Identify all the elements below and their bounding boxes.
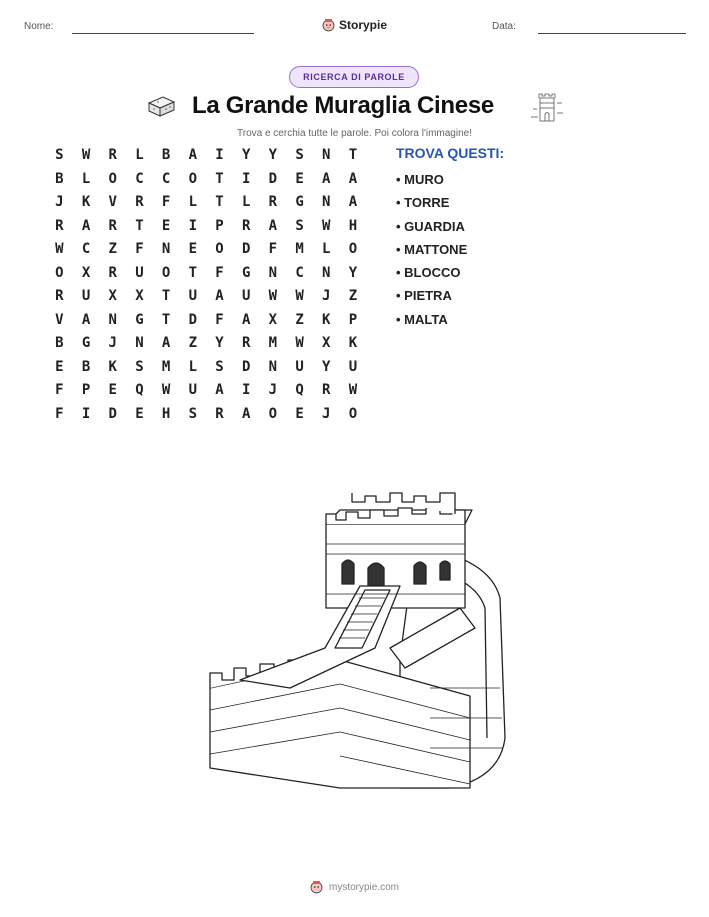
word-item: • MURO (396, 172, 444, 187)
grid-letter[interactable]: Z (295, 311, 304, 328)
footer-pig-icon (310, 880, 323, 894)
word-item: • BLOCCO (396, 265, 461, 281)
grid-letter[interactable]: F (215, 311, 224, 328)
grid-letter[interactable]: E (55, 358, 64, 375)
grid-letter[interactable]: I (81, 405, 91, 422)
grid-letter[interactable]: K (348, 335, 358, 351)
grid-letter[interactable]: R (108, 147, 117, 163)
grid-letter[interactable]: T (161, 288, 171, 304)
grid-letter[interactable]: A (215, 288, 224, 304)
grid-letter[interactable]: W (295, 288, 304, 304)
grid-letter[interactable]: T (348, 147, 358, 163)
grid-letter[interactable]: E (135, 405, 144, 422)
brand (322, 18, 387, 32)
grid-letter[interactable]: O (348, 405, 358, 422)
grid-letter[interactable]: I (215, 147, 224, 163)
grid-letter[interactable]: N (268, 358, 278, 375)
grid-letter[interactable]: W (322, 217, 331, 234)
word-item: • MALTA (396, 311, 448, 327)
grid-letter[interactable]: E (295, 405, 304, 422)
grid-letter[interactable]: G (295, 194, 304, 210)
grid-letter[interactable]: R (55, 288, 64, 304)
grid-letter[interactable]: V (108, 194, 117, 210)
grid-letter[interactable]: Y (348, 264, 358, 281)
grid-letter[interactable]: L (81, 170, 91, 187)
grid-letter[interactable]: S (188, 405, 197, 422)
grid-letter[interactable]: Z (108, 241, 117, 257)
grid-letter[interactable]: R (135, 194, 144, 210)
grid-row (46, 144, 368, 168)
grid-letter[interactable]: L (188, 194, 197, 210)
grid-letter[interactable]: J (322, 405, 331, 422)
header (0, 18, 709, 38)
grid-letter[interactable]: D (188, 311, 197, 328)
grid-letter[interactable]: F (268, 241, 278, 257)
grid-row (46, 168, 368, 192)
grid-letter[interactable]: A (241, 405, 251, 422)
great-wall-illustration (200, 488, 510, 808)
grid-letter[interactable]: W (161, 382, 171, 398)
grid-letter[interactable]: P (81, 382, 91, 398)
grid-letter[interactable]: M (295, 241, 304, 257)
grid-letter[interactable]: F (55, 405, 64, 422)
grid-letter[interactable]: A (215, 382, 224, 398)
grid-letter[interactable]: F (55, 382, 64, 398)
grid-letter[interactable]: I (241, 382, 251, 398)
grid-letter[interactable]: E (161, 217, 171, 234)
page-title: La Grande Muraglia Cinese (192, 92, 494, 119)
grid-letter[interactable]: Q (295, 382, 304, 398)
grid-letter[interactable]: O (161, 264, 171, 281)
grid-letter[interactable]: N (322, 194, 331, 210)
pig-mascot-icon (322, 18, 335, 32)
grid-letter[interactable]: O (348, 241, 358, 257)
word-item: • PIETRA (396, 288, 452, 304)
grid-letter[interactable]: C (295, 264, 304, 281)
grid-letter[interactable]: R (55, 217, 64, 234)
grid-letter[interactable]: G (135, 311, 144, 328)
grid-letter[interactable]: X (81, 264, 91, 281)
grid-letter[interactable]: N (268, 264, 278, 281)
grid-letter[interactable]: T (135, 217, 144, 234)
grid-letter[interactable]: U (241, 288, 251, 304)
grid-row (46, 285, 368, 309)
grid-letter[interactable]: C (135, 170, 144, 187)
grid-letter[interactable]: X (322, 335, 331, 351)
grid-letter[interactable]: H (348, 217, 358, 234)
grid-letter[interactable]: X (268, 311, 278, 328)
grid-letter[interactable]: N (322, 264, 331, 281)
grid-letter[interactable]: Z (348, 288, 358, 304)
grid-letter[interactable]: J (108, 335, 117, 351)
grid-letter[interactable]: N (108, 311, 117, 328)
date-line[interactable] (538, 33, 686, 34)
grid-letter[interactable]: G (241, 264, 251, 281)
grid-letter[interactable]: S (215, 358, 224, 375)
grid-letter[interactable]: W (268, 288, 278, 304)
grid-letter[interactable]: A (188, 147, 197, 163)
grid-letter[interactable]: O (55, 264, 64, 281)
grid-letter[interactable]: U (348, 358, 358, 375)
grid-letter[interactable]: K (81, 194, 91, 210)
grid-row (46, 403, 368, 427)
footer (0, 880, 709, 894)
grid-letter[interactable]: Y (215, 335, 224, 351)
grid-letter[interactable]: F (135, 241, 144, 257)
grid-letter[interactable]: U (81, 288, 91, 304)
grid-letter[interactable]: M (161, 358, 171, 375)
name-line[interactable] (72, 33, 254, 34)
brand-name: Storypie (339, 18, 388, 32)
grid-letter[interactable]: V (55, 311, 64, 328)
grid-letter[interactable]: F (161, 194, 171, 210)
grid-letter[interactable]: L (188, 358, 197, 375)
grid-row (46, 262, 368, 286)
grid-letter[interactable]: S (135, 358, 144, 375)
grid-letter[interactable]: W (295, 335, 304, 351)
word-item: • MATTONE (396, 241, 468, 257)
grid-letter[interactable]: C (161, 170, 171, 187)
grid-letter[interactable]: K (108, 358, 117, 375)
word-item: • TORRE (396, 195, 450, 211)
grid-letter[interactable]: L (135, 147, 144, 163)
grid-letter[interactable]: A (348, 194, 358, 210)
grid-letter[interactable]: B (161, 147, 171, 163)
grid-letter[interactable]: E (108, 382, 117, 398)
grid-letter[interactable]: M (268, 335, 278, 351)
grid-letter[interactable]: J (322, 288, 331, 304)
grid-letter[interactable]: W (55, 241, 64, 257)
grid-letter[interactable]: O (268, 405, 278, 422)
grid-letter[interactable]: N (322, 147, 331, 163)
grid-letter[interactable]: R (241, 335, 251, 351)
grid-row (46, 332, 368, 356)
grid-row (46, 215, 368, 239)
grid-letter[interactable]: A (348, 170, 358, 187)
grid-letter[interactable]: G (81, 335, 91, 351)
grid-letter[interactable]: X (108, 288, 117, 304)
grid-letter[interactable]: S (55, 147, 64, 163)
grid-letter[interactable]: R (108, 264, 117, 281)
grid-letter[interactable]: I (188, 217, 197, 234)
grid-letter[interactable]: T (161, 311, 171, 328)
word-search-grid[interactable] (46, 144, 368, 426)
grid-letter[interactable]: Y (268, 147, 278, 163)
tower-sketch-icon (529, 89, 565, 125)
grid-letter[interactable]: D (241, 241, 251, 257)
grid-letter[interactable]: J (268, 382, 278, 398)
grid-letter[interactable]: Y (322, 358, 331, 375)
grid-letter[interactable]: J (55, 194, 64, 210)
grid-letter[interactable]: N (161, 241, 171, 257)
grid-letter[interactable]: B (81, 358, 91, 375)
grid-letter[interactable]: N (135, 335, 144, 351)
grid-letter[interactable]: A (241, 311, 251, 328)
word-item: • GUARDIA (396, 218, 465, 234)
grid-letter[interactable]: T (215, 194, 224, 210)
name-label: Nome: (24, 21, 54, 32)
footer-url[interactable]: mystorypie.com (328, 881, 399, 893)
grid-letter[interactable]: U (295, 358, 304, 375)
grid-letter[interactable]: W (348, 382, 358, 398)
grid-letter[interactable]: R (241, 217, 251, 234)
grid-letter[interactable]: L (241, 194, 251, 210)
grid-letter[interactable]: R (322, 382, 331, 398)
grid-letter[interactable]: R (215, 405, 224, 422)
section-badge: RICERCA DI PAROLE (289, 66, 419, 88)
grid-letter[interactable]: R (268, 194, 278, 210)
grid-letter[interactable]: Q (135, 382, 144, 398)
grid-letter[interactable]: X (135, 288, 144, 304)
date-label: Data: (492, 21, 516, 32)
grid-letter[interactable]: A (161, 335, 171, 351)
grid-row (46, 309, 368, 333)
grid-letter[interactable]: U (135, 264, 144, 281)
grid-letter[interactable]: D (268, 170, 278, 187)
grid-letter[interactable]: E (188, 241, 197, 257)
grid-letter[interactable]: S (295, 217, 304, 234)
grid-row (46, 191, 368, 215)
grid-letter[interactable]: C (81, 241, 91, 257)
grid-letter[interactable]: A (81, 311, 91, 328)
grid-letter[interactable]: A (268, 217, 278, 234)
grid-letter[interactable]: O (188, 170, 197, 187)
grid-letter[interactable]: O (108, 170, 117, 187)
grid-letter[interactable]: D (108, 405, 117, 422)
grid-letter[interactable]: L (322, 241, 331, 257)
grid-letter[interactable]: E (295, 170, 304, 187)
grid-letter[interactable]: R (108, 217, 117, 234)
grid-letter[interactable]: T (188, 264, 197, 281)
grid-letter[interactable]: H (161, 405, 171, 422)
instructions: Trova e cerchia tutte le parole. Poi colora l'immagine! (237, 128, 472, 139)
grid-letter[interactable]: Y (241, 147, 251, 163)
grid-row (46, 379, 368, 403)
grid-letter[interactable]: S (295, 147, 304, 163)
grid-letter[interactable]: O (215, 241, 224, 257)
grid-letter[interactable]: P (348, 311, 358, 328)
grid-letter[interactable]: F (215, 264, 224, 281)
grid-letter[interactable]: W (81, 147, 91, 163)
grid-letter[interactable]: B (55, 335, 64, 351)
grid-letter[interactable]: P (215, 217, 224, 234)
grid-letter[interactable]: I (241, 170, 251, 187)
grid-letter[interactable]: A (81, 217, 91, 234)
grid-letter[interactable]: U (188, 288, 197, 304)
word-list (396, 170, 467, 333)
grid-letter[interactable]: K (322, 311, 331, 328)
grid-letter[interactable]: B (55, 170, 64, 187)
grid-letter[interactable]: D (241, 358, 251, 375)
word-list-title: TROVA QUESTI: (396, 145, 505, 161)
grid-letter[interactable]: T (215, 170, 224, 187)
grid-row (46, 238, 368, 262)
brick-icon (146, 94, 176, 118)
grid-row (46, 356, 368, 380)
grid-letter[interactable]: U (188, 382, 197, 398)
grid-letter[interactable]: Z (188, 335, 197, 351)
grid-letter[interactable]: A (322, 170, 331, 187)
